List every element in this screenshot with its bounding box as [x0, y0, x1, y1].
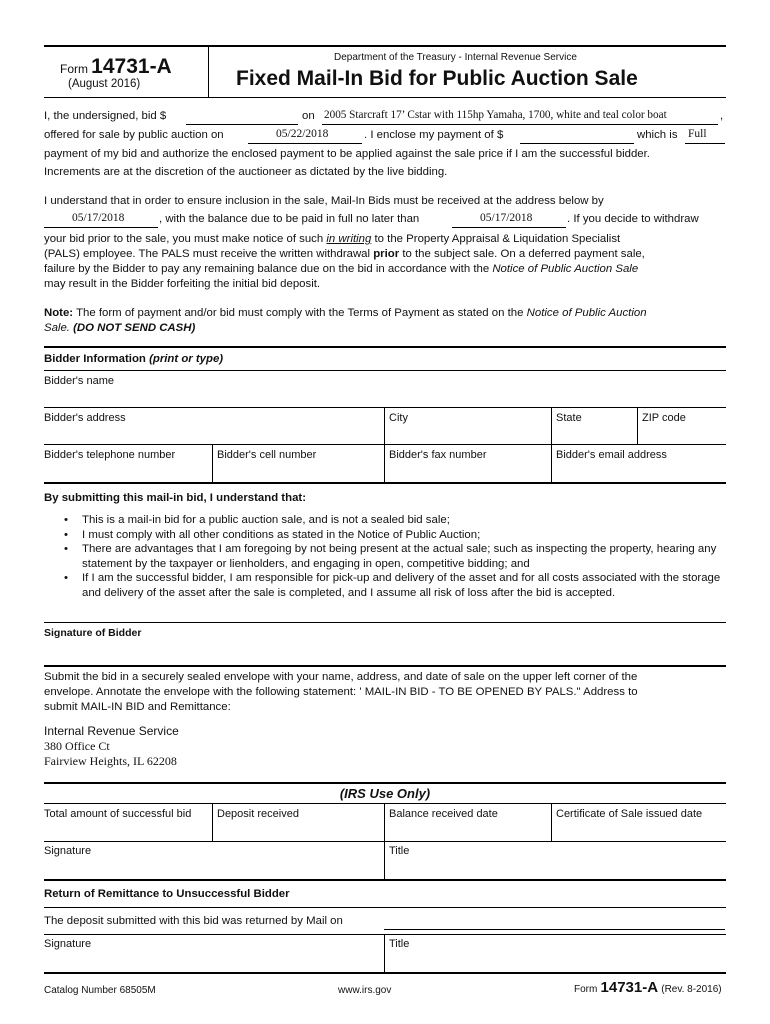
- balance-date-label: Balance received date: [389, 808, 498, 820]
- item-value: 2005 Starcraft 17’ Cstar with 115hp Yamaha, 1700, white and teal color boat: [324, 109, 667, 121]
- footer-rule: [44, 972, 726, 974]
- header-divider: [208, 46, 209, 97]
- offered-text: offered for sale by public auction on: [44, 129, 224, 141]
- submitting-heading: By submitting this mail-in bid, I understand that:: [44, 492, 306, 504]
- prior-text: prior: [373, 248, 400, 260]
- bidder-heading-rule: [44, 370, 726, 371]
- increments-text: Increments are at the discretion of the auctioneer as dictated by the live bidding.: [44, 166, 448, 178]
- understand-text-5a: failure by the Bidder to pay any remaining balance due on the bid in accordance with the: [44, 263, 490, 275]
- note-line-1: [44, 307, 647, 319]
- item-comma: ,: [720, 110, 724, 122]
- form-prefix: Form: [60, 62, 88, 76]
- submit-text-1: Submit the bid in a securely sealed envelope with your name, address, and date of sale on the upper left corner of the: [44, 671, 638, 683]
- understand-text-4a: (PALS) employee. The PALS must receive the written withdrawal: [44, 248, 371, 260]
- balance-due-text: , with the balance due to be paid in full no later than: [159, 213, 420, 225]
- payment-amount-field[interactable]: [520, 129, 634, 144]
- bid-on-text: on: [302, 110, 315, 122]
- state-label: State: [556, 412, 582, 424]
- footer-rev: (Rev. 8-2016): [661, 984, 722, 995]
- top-rule: [44, 45, 726, 47]
- remittance-signature-field[interactable]: [44, 952, 382, 971]
- list-item: • If I am the successful bidder, I am responsible for pick-up and delivery of the asset and for all costs associated with the storage and delivery of the asset after the sale is completed, and I assume all risk of loss after the bid is accepted.: [62, 571, 728, 600]
- phone-field[interactable]: [44, 462, 210, 481]
- which-is-text: which is: [637, 129, 678, 141]
- address-divider-2: [551, 407, 552, 444]
- address-divider-3: [637, 407, 638, 444]
- bidder-section-rule: [44, 346, 726, 348]
- address-row-rule: [44, 444, 726, 445]
- certificate-date-field[interactable]: [553, 822, 725, 840]
- bidder-heading-text: Bidder Information: [44, 353, 146, 365]
- payment-authorize-text: payment of my bid and authorize the enclosed payment to be applied against the sale price if I am the successful bidder.: [44, 148, 650, 160]
- sale-date-value: 05/22/2018: [276, 128, 329, 140]
- bidder-address-label: Bidder's address: [44, 412, 126, 424]
- website-link[interactable]: www.irs.gov: [338, 985, 392, 996]
- note-label: Note:: [44, 307, 74, 319]
- understand-text-6: may result in the Bidder forfeiting the initial bid deposit.: [44, 278, 321, 290]
- bidder-name-field[interactable]: [44, 388, 726, 407]
- irs-heading-rule: [44, 803, 726, 804]
- conditions-list: [62, 513, 728, 600]
- state-field[interactable]: [553, 425, 635, 443]
- payment-type-value: Full: [688, 128, 707, 140]
- catalog-number: Catalog Number 68505M: [44, 985, 156, 996]
- zip-field[interactable]: [639, 425, 725, 443]
- list-item: • There are advantages that I am foregoing by not being present at the actual sale; such as inspecting the property, hearing any statement by the taxpayer or lienholders, and engaging in open, competitive bidding; and: [62, 542, 728, 571]
- address-line-1: Internal Revenue Service: [44, 724, 179, 738]
- phone-label: Bidder's telephone number: [44, 449, 176, 461]
- bidder-name-label: Bidder's name: [44, 375, 114, 387]
- list-item: • I must comply with all other conditions as stated in the Notice of Public Auction;: [62, 528, 728, 543]
- footer-form-id: [574, 979, 722, 996]
- cell-label: Bidder's cell number: [217, 449, 317, 461]
- fax-field[interactable]: [386, 462, 549, 481]
- deposit-field[interactable]: [214, 822, 382, 840]
- contact-divider-3: [551, 444, 552, 482]
- understand-text-4b: to the subject sale. On a deferred payment sale,: [402, 248, 645, 260]
- bidder-signature-field[interactable]: [44, 641, 726, 665]
- address-line-2: 380 Office Ct: [44, 739, 110, 753]
- irs-signature-field[interactable]: [44, 859, 382, 878]
- remittance-title-label: Title: [389, 938, 410, 950]
- contact-divider-1: [212, 444, 213, 482]
- irs-bottom-rule: [44, 879, 726, 881]
- understand-text-5: [44, 263, 638, 275]
- zip-label: ZIP code: [642, 412, 686, 424]
- address-line-3: Fairview Heights, IL 62208: [44, 754, 177, 768]
- email-label: Bidder's email address: [556, 449, 667, 461]
- balance-date-field[interactable]: [386, 822, 549, 840]
- signature-top-rule: [44, 622, 726, 623]
- withdraw-text: . If you decide to withdraw: [567, 213, 699, 225]
- balance-due-value: 05/17/2018: [480, 212, 533, 224]
- submit-text-3: submit MAIL-IN BID and Remittance:: [44, 701, 231, 713]
- no-cash-text: (DO NOT SEND CASH): [73, 322, 196, 334]
- in-writing-text: in writing: [326, 233, 372, 245]
- bidder-address-field[interactable]: [44, 425, 382, 443]
- enclose-text: . I enclose my payment of $: [364, 129, 504, 141]
- deposit-label: Deposit received: [217, 808, 299, 820]
- irs-title-label: Title: [389, 845, 410, 857]
- irs-section-rule: [44, 782, 726, 784]
- certificate-date-label: Certificate of Sale issued date: [556, 808, 703, 820]
- irs-divider-3: [551, 803, 552, 841]
- list-item: • This is a mail-in bid for a public auction sale, and is not a sealed bid sale;: [62, 513, 728, 528]
- cell-field[interactable]: [214, 462, 382, 481]
- bidder-heading-ital: (print or type): [149, 353, 224, 365]
- contact-row-rule: [44, 482, 726, 484]
- remittance-signature-label: Signature: [44, 938, 92, 950]
- irs-signature-label: Signature: [44, 845, 92, 857]
- header-bottom-rule: [44, 97, 726, 98]
- signature-of-bidder-label: Signature of Bidder: [44, 627, 142, 639]
- understand-text-3a: your bid prior to the sale, you must make notice of such: [44, 233, 324, 245]
- irs-divider-2: [384, 803, 385, 841]
- name-row-rule: [44, 407, 726, 408]
- footer-form-number: 14731-A: [600, 979, 659, 996]
- understand-text-4: [44, 248, 645, 260]
- footer-form-prefix: Form: [574, 984, 598, 995]
- form-date: (August 2016): [68, 78, 141, 90]
- bidder-info-heading: [44, 353, 223, 365]
- irs-title-field[interactable]: [386, 859, 725, 878]
- signature-bottom-rule: [44, 665, 726, 667]
- received-by-value: 05/17/2018: [72, 212, 125, 224]
- returned-text: The deposit submitted with this bid was returned by Mail on: [44, 915, 343, 927]
- total-bid-label: Total amount of successful bid: [44, 808, 192, 820]
- note-ital-2: Sale.: [44, 322, 70, 334]
- submit-text-2: envelope. Annotate the envelope with the following statement: ' MAIL-IN BID - TO BE OPENED BY PALS." Address to: [44, 686, 638, 698]
- form-id: [60, 55, 172, 79]
- note-text: The form of payment and/or bid must comply with the Terms of Payment as stated on the: [76, 307, 524, 319]
- form-number: 14731-A: [91, 55, 172, 78]
- remittance-divider: [384, 934, 385, 972]
- remittance-title-field[interactable]: [386, 952, 725, 971]
- fax-label: Bidder's fax number: [389, 449, 487, 461]
- irs-sig-divider: [384, 841, 385, 879]
- note-ital: Notice of Public Auction: [526, 307, 647, 319]
- notice-auction-ital: Notice of Public Auction Sale: [492, 263, 639, 275]
- address-divider-1: [384, 407, 385, 444]
- understand-text-3: [44, 233, 620, 245]
- returned-date-field[interactable]: [384, 915, 725, 930]
- remittance-heading: Return of Remittance to Unsuccessful Bidder: [44, 888, 290, 900]
- understand-text-1: I understand that in order to ensure inclusion in the sale, Mail-In Bids must be received at the address below by: [44, 195, 604, 207]
- city-label: City: [389, 412, 408, 424]
- note-line-2: [44, 322, 195, 334]
- email-field[interactable]: [553, 462, 725, 481]
- remittance-row-rule: [44, 934, 726, 935]
- irs-row-rule: [44, 841, 726, 842]
- understand-text-3b: to the Property Appraisal & Liquidation Specialist: [374, 233, 621, 245]
- remittance-heading-rule: [44, 907, 726, 908]
- bid-amount-field[interactable]: [186, 110, 298, 125]
- irs-use-heading: (IRS Use Only): [339, 786, 431, 801]
- irs-divider-1: [212, 803, 213, 841]
- total-bid-field[interactable]: [44, 822, 210, 840]
- contact-divider-2: [384, 444, 385, 482]
- department-line: Department of the Treasury - Internal Revenue Service: [334, 52, 577, 63]
- page-title: Fixed Mail-In Bid for Public Auction Sale: [236, 67, 638, 90]
- city-field[interactable]: [386, 425, 549, 443]
- bid-intro-text: I, the undersigned, bid $: [44, 110, 167, 122]
